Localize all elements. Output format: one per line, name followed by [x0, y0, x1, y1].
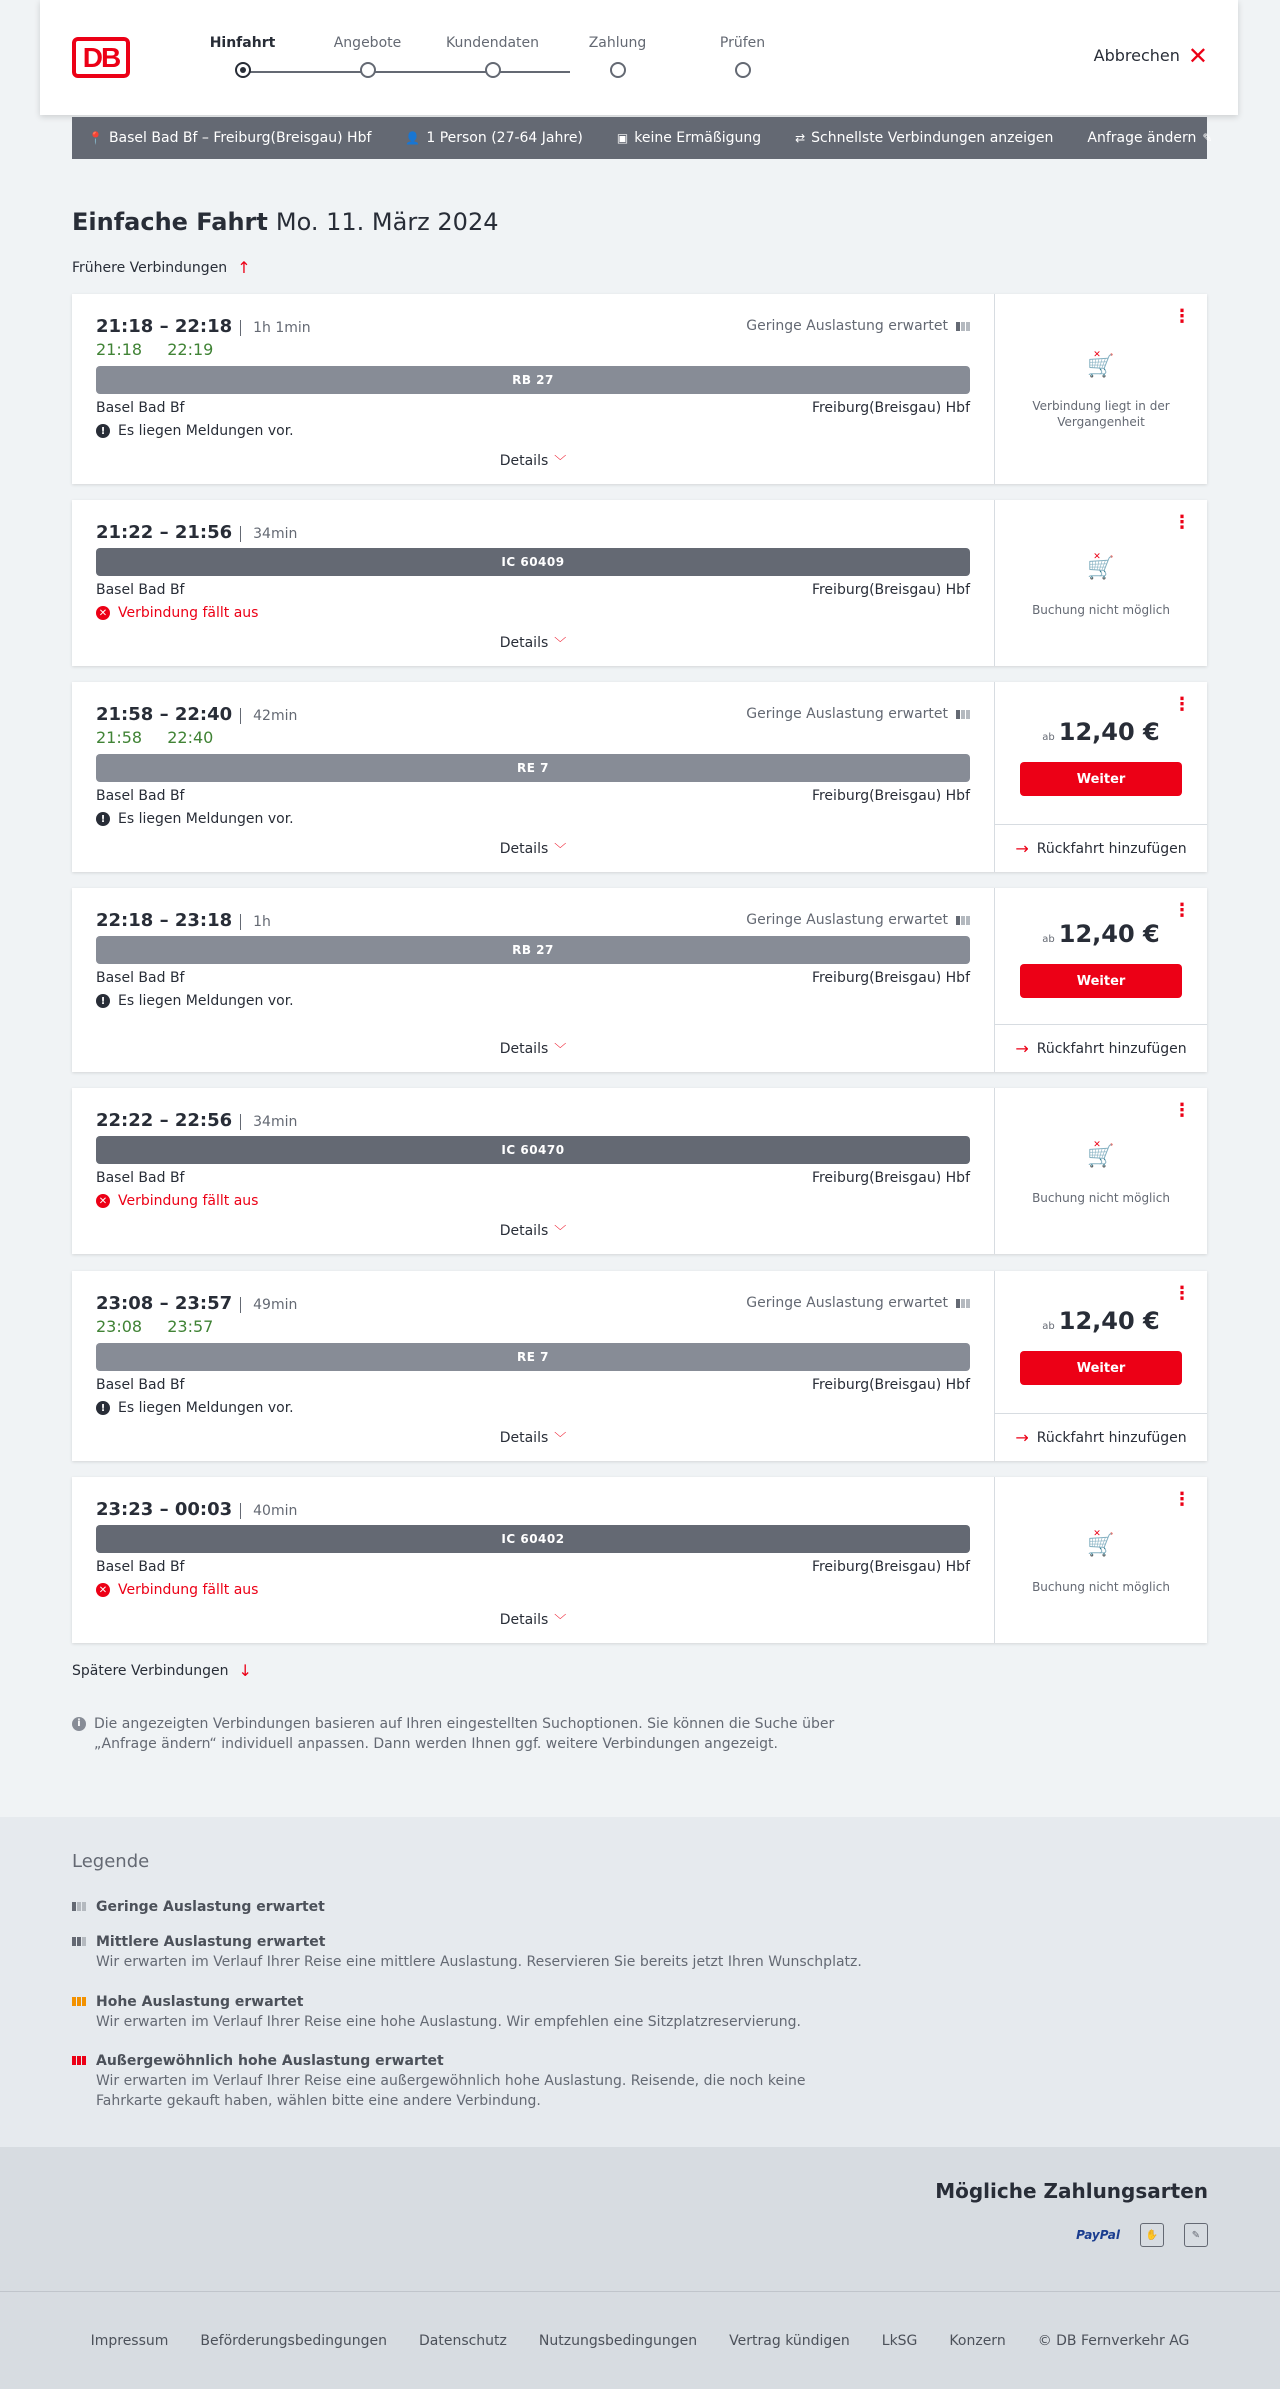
- notice-message: ! Es liegen Meldungen vor.: [96, 993, 294, 1009]
- legend-section: [0, 1817, 1280, 2147]
- step-kundendaten: Kundendaten: [430, 35, 555, 55]
- footer: [0, 2291, 1280, 2389]
- occupancy-low-icon: [956, 322, 970, 331]
- occupancy-low-icon: [956, 916, 970, 925]
- origin-station: Basel Bad Bf: [96, 1559, 185, 1575]
- origin-station: Basel Bad Bf: [96, 970, 185, 986]
- change-request-button[interactable]: Anfrage ändern ✎: [1087, 130, 1213, 146]
- connection-info[interactable]: [72, 888, 994, 1072]
- connection-card: [72, 682, 1207, 872]
- card-payment-icon: ✋: [1140, 2223, 1164, 2247]
- booking-panel: [994, 500, 1207, 666]
- location-pin-icon: 📍: [88, 131, 103, 145]
- connection-times: 21:18 – 22:18 1h 1min: [96, 316, 311, 337]
- connection-card: [72, 1477, 1207, 1643]
- cancelled-message: ✕ Verbindung fällt aus: [96, 605, 258, 621]
- search-summary-bar: [72, 117, 1213, 159]
- add-return-button[interactable]: → Rückfahrt hinzufügen: [995, 1024, 1207, 1072]
- more-options-icon[interactable]: ⋮: [1173, 694, 1191, 715]
- cancel-button[interactable]: Abbrechen ✕: [1093, 41, 1208, 70]
- footer-link-impressum[interactable]: Impressum: [90, 2332, 169, 2349]
- occupancy-indicator: Geringe Auslastung erwartet: [746, 706, 970, 722]
- connection-card: [72, 888, 1207, 1072]
- train-bar: RE 7: [96, 754, 970, 782]
- step-angebote: Angebote: [305, 35, 430, 55]
- train-bar: IC 60409: [96, 548, 970, 576]
- person-icon: 👤: [405, 131, 421, 145]
- swap-arrows-icon: ⇄: [795, 131, 806, 145]
- step-dot: [360, 62, 376, 78]
- step-zahlung: Zahlung: [555, 35, 680, 55]
- step-dot: [610, 62, 626, 78]
- destination-station: Freiburg(Breisgau) Hbf: [811, 400, 970, 416]
- weiter-button[interactable]: Weiter: [1020, 1351, 1182, 1385]
- train-bar: IC 60402: [96, 1525, 970, 1553]
- legend-item-very-high: Außergewöhnlich hohe Auslastung erwartet Wir erwarten im Verlauf Ihrer Reise eine außergewöhnlich hohe Auslastung. Reisende, die noch keine Fahrkarte gekauft haben, wählen bitte eine andere Verbindung.: [72, 2051, 872, 2111]
- notice-message: ! Es liegen Meldungen vor.: [96, 423, 294, 439]
- discount-summary: ▣ keine Ermäßigung: [616, 130, 762, 146]
- occupancy-indicator: Geringe Auslastung erwartet: [746, 1295, 970, 1311]
- paypal-icon: PayPal: [1076, 2228, 1120, 2242]
- origin-station: Basel Bad Bf: [96, 788, 185, 804]
- destination-station: Freiburg(Breisgau) Hbf: [811, 970, 970, 986]
- payment-title: Mögliche Zahlungsarten: [935, 2179, 1208, 2203]
- step-dot: [485, 62, 501, 78]
- header: [40, 0, 1238, 115]
- connection-times: 23:08 – 23:57 49min: [96, 1293, 298, 1314]
- search-hint: i Die angezeigten Verbindungen basieren auf Ihren eingestellten Suchoptionen. Sie können die Suche über „Anfrage ändern“ individuell anpassen. Dann werden Ihnen ggf. weitere Verbindungen angezeigt.: [72, 1714, 852, 1754]
- details-toggle[interactable]: Details ﹀: [499, 1430, 567, 1446]
- chevron-down-icon: ﹀: [554, 454, 567, 468]
- connection-info[interactable]: [72, 682, 994, 872]
- more-options-icon[interactable]: ⋮: [1173, 1283, 1191, 1304]
- add-return-button[interactable]: → Rückfahrt hinzufügen: [995, 1413, 1207, 1461]
- booking-unavailable-text: Buchung nicht möglich: [1032, 1191, 1170, 1205]
- chevron-down-icon: ﹀: [554, 1431, 567, 1445]
- arrow-up-icon: ↑: [237, 258, 251, 277]
- details-toggle[interactable]: Details ﹀: [499, 1223, 567, 1239]
- booking-panel: [994, 888, 1207, 1072]
- booking-panel: [994, 1477, 1207, 1643]
- step-dot: [735, 62, 751, 78]
- occupancy-medium-icon: [72, 1937, 86, 1946]
- connection-times: 22:22 – 22:56 34min: [96, 1110, 298, 1131]
- step-dot: [235, 62, 251, 78]
- fastest-summary: ⇄ Schnellste Verbindungen anzeigen: [795, 130, 1054, 146]
- more-options-icon[interactable]: ⋮: [1173, 512, 1191, 533]
- footer-link-datenschutz[interactable]: Datenschutz: [418, 2332, 507, 2349]
- invoice-icon: ✎: [1184, 2223, 1208, 2247]
- chevron-down-icon: ﹀: [554, 1613, 567, 1627]
- booking-panel: [994, 1271, 1207, 1461]
- exclamation-icon: !: [96, 812, 110, 826]
- notice-message: ! Es liegen Meldungen vor.: [96, 811, 294, 827]
- connection-card: [72, 294, 1207, 484]
- connection-info[interactable]: [72, 500, 994, 666]
- cancel-circle-icon: ✕: [96, 606, 110, 620]
- train-bar: IC 60470: [96, 1136, 970, 1164]
- connection-times: 23:23 – 00:03 40min: [96, 1499, 298, 1520]
- cancelled-message: ✕ Verbindung fällt aus: [96, 1193, 258, 1209]
- details-toggle[interactable]: Details ﹀: [499, 453, 567, 469]
- arrow-right-icon: →: [1015, 839, 1029, 858]
- connection-times: 21:58 – 22:40 42min: [96, 704, 298, 725]
- footer-link-konzern[interactable]: Konzern: [949, 2332, 1006, 2349]
- destination-station: Freiburg(Breisgau) Hbf: [811, 788, 970, 804]
- origin-station: Basel Bad Bf: [96, 400, 185, 416]
- connection-card: [72, 1088, 1207, 1254]
- weiter-button[interactable]: Weiter: [1020, 762, 1182, 796]
- db-logo[interactable]: DB: [72, 37, 130, 78]
- cancelled-message: ✕ Verbindung fällt aus: [96, 1582, 258, 1598]
- connection-times: 21:22 – 21:56 34min: [96, 522, 298, 543]
- chevron-down-icon: ﹀: [554, 1224, 567, 1238]
- persons-summary: 👤 1 Person (27-64 Jahre): [405, 130, 583, 146]
- connection-duration: 34min: [240, 526, 297, 542]
- occupancy-indicator: Geringe Auslastung erwartet: [746, 318, 970, 334]
- connection-info[interactable]: [72, 1477, 994, 1643]
- booking-panel: [994, 682, 1207, 872]
- connection-info[interactable]: [72, 1088, 994, 1254]
- arrow-right-icon: →: [1015, 1428, 1029, 1447]
- step-hinfahrt: Hinfahrt: [180, 35, 305, 55]
- details-toggle[interactable]: Details ﹀: [499, 635, 567, 651]
- stepper-line: [250, 71, 570, 73]
- legend-title: Legende: [72, 1851, 150, 1872]
- weiter-button[interactable]: Weiter: [1020, 964, 1182, 998]
- footer-copyright: © DB Fernverkehr AG: [1037, 2332, 1190, 2349]
- train-bar: RE 7: [96, 1343, 970, 1371]
- footer-link-vertrag-kuendigen[interactable]: Vertrag kündigen: [729, 2332, 850, 2349]
- connection-card: [72, 1271, 1207, 1461]
- realtime-times: 23:08 23:57: [96, 1317, 214, 1336]
- origin-station: Basel Bad Bf: [96, 582, 185, 598]
- realtime-times: 21:58 22:40: [96, 728, 214, 747]
- connection-info[interactable]: [72, 294, 994, 484]
- occupancy-high-icon: [72, 1997, 86, 2006]
- occupancy-low-icon: [956, 1299, 970, 1308]
- connection-duration: 1h: [240, 914, 271, 930]
- train-bar: RB 27: [96, 936, 970, 964]
- price: ab 12,40 €: [1042, 920, 1160, 948]
- connection-duration: 1h 1min: [240, 320, 311, 336]
- more-options-icon[interactable]: ⋮: [1173, 1100, 1191, 1121]
- more-options-icon[interactable]: ⋮: [1173, 306, 1191, 327]
- footer-link-lksg[interactable]: LkSG: [881, 2332, 918, 2349]
- cart-unavailable-icon: 🛒 ✕: [995, 354, 1207, 379]
- details-toggle[interactable]: Details ﹀: [499, 1041, 567, 1057]
- occupancy-very-high-icon: [72, 2056, 86, 2065]
- exclamation-icon: !: [96, 424, 110, 438]
- route-summary: 📍 Basel Bad Bf – Freiburg(Breisgau) Hbf: [88, 130, 372, 146]
- info-icon: i: [72, 1717, 86, 1731]
- details-toggle[interactable]: Details ﹀: [499, 1612, 567, 1628]
- booking-unavailable-text: Buchung nicht möglich: [1032, 1580, 1170, 1594]
- destination-station: Freiburg(Breisgau) Hbf: [811, 1559, 970, 1575]
- connection-duration: 42min: [240, 708, 297, 724]
- footer-link-befoerderungsbedingungen[interactable]: Beförderungsbedingungen: [200, 2332, 387, 2349]
- connection-info[interactable]: [72, 1271, 994, 1461]
- arrow-down-icon: ↓: [238, 1661, 252, 1680]
- destination-station: Freiburg(Breisgau) Hbf: [811, 1170, 970, 1186]
- more-options-icon[interactable]: ⋮: [1173, 900, 1191, 921]
- connection-duration: 49min: [240, 1297, 297, 1313]
- price: ab 12,40 €: [1042, 718, 1160, 746]
- connection-card: [72, 500, 1207, 666]
- booking-panel: [994, 1088, 1207, 1254]
- price: ab 12,40 €: [1042, 1307, 1160, 1335]
- cart-unavailable-icon: 🛒 ✕: [995, 1144, 1207, 1169]
- past-connection-text: Verbindung liegt in der Vergangenheit: [1032, 399, 1170, 429]
- booking-panel: [994, 294, 1207, 484]
- notice-message: ! Es liegen Meldungen vor.: [96, 1400, 294, 1416]
- exclamation-icon: !: [96, 994, 110, 1008]
- payment-methods-section: [0, 2147, 1280, 2291]
- later-connections-link[interactable]: Spätere Verbindungen ↓: [72, 1661, 252, 1680]
- exclamation-icon: !: [96, 1401, 110, 1415]
- cancel-circle-icon: ✕: [96, 1583, 110, 1597]
- details-toggle[interactable]: Details ﹀: [499, 841, 567, 857]
- origin-station: Basel Bad Bf: [96, 1377, 185, 1393]
- chevron-down-icon: ﹀: [554, 842, 567, 856]
- chevron-down-icon: ﹀: [554, 636, 567, 650]
- legend-item-high: Hohe Auslastung erwartet Wir erwarten im Verlauf Ihrer Reise eine hohe Auslastung. Wir empfehlen eine Sitzplatzreservierung.: [72, 1992, 872, 2032]
- pencil-icon: ✎: [1202, 131, 1213, 145]
- add-return-button[interactable]: → Rückfahrt hinzufügen: [995, 824, 1207, 872]
- payment-icons: [1076, 2223, 1208, 2247]
- close-icon: ✕: [1187, 41, 1208, 70]
- train-bar: RB 27: [96, 366, 970, 394]
- connection-times: 22:18 – 23:18 1h: [96, 910, 271, 931]
- occupancy-indicator: Geringe Auslastung erwartet: [746, 912, 970, 928]
- legend-item-low: Geringe Auslastung erwartet: [72, 1897, 872, 1917]
- bahncard-icon: ▣: [616, 131, 629, 145]
- page-title: Einfache Fahrt Mo. 11. März 2024: [72, 208, 499, 236]
- cart-unavailable-icon: 🛒 ✕: [995, 556, 1207, 581]
- origin-station: Basel Bad Bf: [96, 1170, 185, 1186]
- footer-link-nutzungsbedingungen[interactable]: Nutzungsbedingungen: [538, 2332, 698, 2349]
- step-pruefen: Prüfen: [680, 35, 805, 55]
- arrow-right-icon: →: [1015, 1039, 1029, 1058]
- more-options-icon[interactable]: ⋮: [1173, 1489, 1191, 1510]
- occupancy-low-icon: [72, 1902, 86, 1911]
- destination-station: Freiburg(Breisgau) Hbf: [811, 1377, 970, 1393]
- realtime-times: 21:18 22:19: [96, 340, 214, 359]
- progress-stepper: [180, 35, 766, 85]
- connection-duration: 34min: [240, 1114, 297, 1130]
- cancel-circle-icon: ✕: [96, 1194, 110, 1208]
- earlier-connections-link[interactable]: Frühere Verbindungen ↑: [72, 258, 251, 277]
- legend-item-medium: Mittlere Auslastung erwartet Wir erwarten im Verlauf Ihrer Reise eine mittlere Auslastung. Reservieren Sie bereits jetzt Ihren Wunschplatz.: [72, 1932, 872, 1972]
- occupancy-low-icon: [956, 710, 970, 719]
- connection-duration: 40min: [240, 1503, 297, 1519]
- cart-unavailable-icon: 🛒 ✕: [995, 1533, 1207, 1558]
- chevron-down-icon: ﹀: [554, 1042, 567, 1056]
- destination-station: Freiburg(Breisgau) Hbf: [811, 582, 970, 598]
- booking-unavailable-text: Buchung nicht möglich: [1032, 603, 1170, 617]
